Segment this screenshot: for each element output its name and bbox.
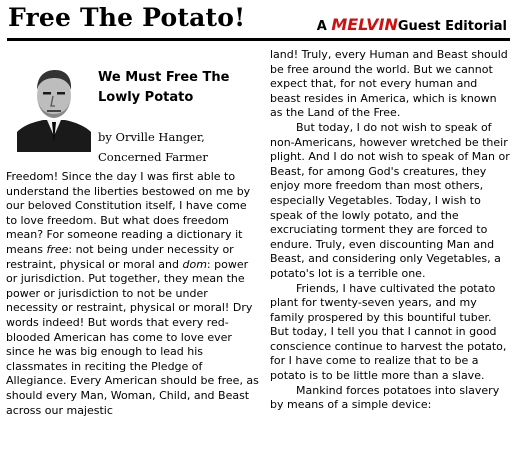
- editorial-tag: [317, 15, 507, 34]
- paragraph-3: Friends, I have cultivated the potato plant for twenty-seven years, and my family prospered by this bountiful tuber. But today, I tell you that I cannot in good conscience continue to harvest the potato, for I have come to realize that to be a potato is to be little more than a slave.: [270, 281, 507, 383]
- paragraph-1-term-dom: dom: [182, 257, 207, 271]
- article-body-right: [270, 48, 510, 413]
- article-headline: We Must Free The Lowly Potato: [98, 70, 230, 105]
- page-title: Free The Potato!: [8, 3, 246, 32]
- masthead: [0, 0, 517, 44]
- article-body-left: [6, 170, 261, 418]
- byline-name: by Orville Hanger,: [98, 130, 205, 144]
- paragraph-1-continued: land! Truly, every Human and Beast should be free around the world. But we cannot expect that, for not every human and beast resides in America, which is known as the Land of the Free.: [270, 48, 508, 120]
- paragraph-1-text-b: : not being under necessity or restraint, physical or moral and: [6, 242, 234, 271]
- paragraph-1: [6, 170, 261, 418]
- header-rule: [7, 38, 510, 41]
- tag-prefix: A: [316, 19, 327, 34]
- tag-suffix: Guest Editorial: [397, 19, 507, 34]
- paragraph-1-text-a: Freedom! Since the day I was first able to understand the liberties bestowed on me by our beloved Constitution itself, I have come to love freedom. But what does freedom mean? For someone reading a dictionary it means: [6, 170, 251, 256]
- paragraph-2: But today, I do not wish to speak of non-Americans, however wretched be their plight. And I do not wish to speak of Man or Beast, for among God's creatures, they enjoy more freedom than most others, especially Vegetables. Today, I wish to speak of the lowly potato, and the excruciating torment they are forced to endure. Truly, even discounting Man and Beast, and considering only Vegetables, a potato's lot is a terrible one.: [270, 120, 510, 280]
- byline-role: Concerned Farmer: [98, 150, 208, 164]
- right-column: [270, 48, 510, 413]
- melvin-brand: MELVIN: [331, 15, 398, 34]
- byline-box: [6, 48, 261, 170]
- left-column: [6, 48, 261, 418]
- paragraph-4: Mankind forces potatoes into slavery by means of a simple device:: [270, 383, 500, 412]
- byline: [98, 127, 260, 167]
- paragraph-1-term-free: free: [46, 242, 69, 256]
- author-photo: [17, 62, 91, 152]
- paragraph-1-text-c: : power or jurisdiction. Put together, they mean the power or jurisdiction to not be under necessity or restraint, physical or moral! Dry words indeed! But words that every red-blooded American has come to love ever since he was big enough to lead his classmates in reciting the Pledge of Allegiance. Every American should be free, as should every Man, Woman, Child, and Beast across our majestic: [6, 257, 259, 417]
